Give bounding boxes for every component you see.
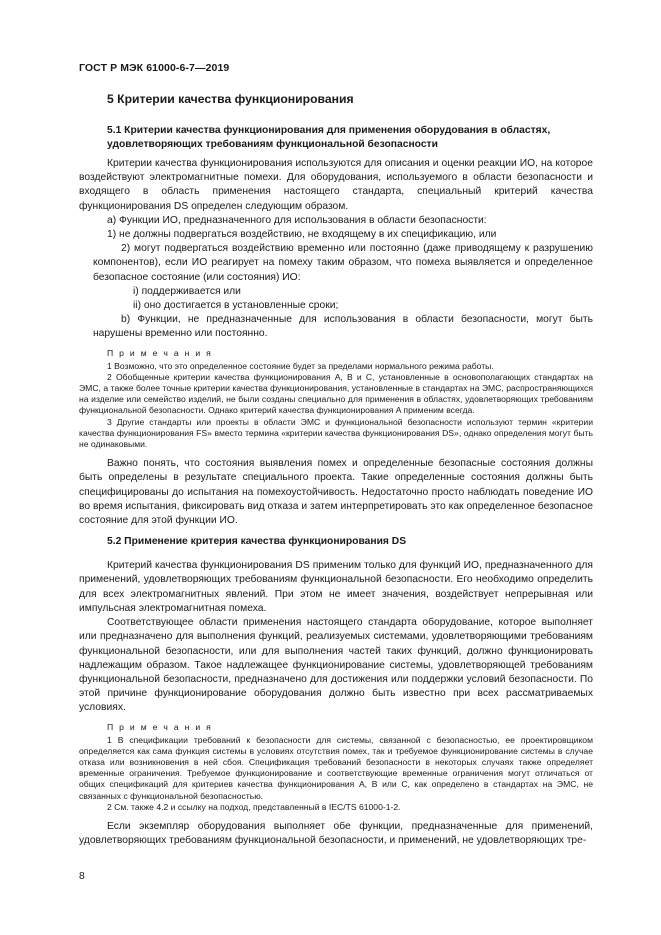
section-5-1-heading-line1: 5.1 Критерии качества функционирования для применения оборудования в областях,: [107, 125, 551, 136]
list-item-a-i: i) поддерживается или: [133, 285, 241, 297]
list-item-a-ii: ii) оно достигается в установленные сроки;: [133, 300, 339, 312]
page-number: 8: [79, 871, 85, 882]
section-5-1-paragraph-1: Критерии качества функционирования используются для описания и оценки реакции ИО, на которое воздействуют электромагнитные помехи. Для оборудования, используемого в области безопасности и входящего в область применения настоящего стандарта, специальный критерий качества функционирования DS определен следующим образом.: [79, 158, 593, 212]
notes-title-5-1: П р и м е ч а н и я: [107, 347, 213, 358]
section-5-2-paragraph-2: Соответствующее области применения настоящего стандарта оборудование, которое выполняет или предназначено для выполнения функций, реализуемых системами, удовлетворяющими требованиям функциональной безопасности, или для выполнения частей таких функций, должно функционировать надлежащим образом. Такое надлежащее функционирование системы, удовлетворяющей требованиям функциональной безопасности, предназначено для достижения или поддержки условий безопасности. По этой причине функционирование оборудования должно быть известно при всех рассматриваемых условиях.: [79, 617, 593, 714]
section-5-1-heading-line2: удовлетворяющих требованиям функциональной безопасности: [107, 139, 438, 150]
section-5-2-paragraph-1: Критерий качества функционирования DS применим только для функций ИО, предназначенного для применений, удовлетворяющих требованиям функциональной безопасности. Его необходимо определить для всех электромагнитных явлений. При этом не имеет значения, воздействует непрерывная или импульсная электромагнитная помеха.: [79, 560, 593, 614]
section-5-1-heading: [107, 124, 593, 152]
section-5-2-paragraph-3: Если экземпляр оборудования выполняет обе функции, предназначенные для применений, удовлетворяющих требованиям функциональной безопасности, и применений, не удовлетворяющих тре-: [79, 820, 593, 847]
page-content: [79, 92, 593, 848]
list-item-b: b) Функции, не предназначенные для использования в области безопасности, могут быть нарушены временно или постоянно.: [93, 314, 593, 340]
list-item-a-1: 1) не должны подвергаться воздействию, не входящему в их спецификацию, или: [107, 229, 497, 241]
list-item-a: a) Функции ИО, предназначенного для использования в области безопасности:: [107, 214, 487, 226]
note-5-2-2: 2 См. также 4.2 и ссылку на подход, представленный в IEC/TS 61000-1-2.: [107, 801, 401, 812]
section-5-heading: 5 Критерии качества функционирования: [107, 92, 354, 106]
notes-title-5-2: П р и м е ч а н и я: [107, 721, 213, 732]
section-5-2-heading: 5.2 Применение критерия качества функционирования DS: [107, 536, 407, 548]
list-item-a-2: 2) могут подвергаться воздействию временно или постоянно (даже приводящему к разрушению компонентов), если ИО реагирует на помеху таким образом, что помеха выявляется и определенное безопасное состояние (или состояния) ИО:: [93, 243, 593, 283]
note-5-2-1: 1 В спецификации требований к безопасности для системы, связанной с безопасностью, ее проектировщиком определяется как сама функция системы в условиях отсутствия помех, так и требуемое функционирование системы в случае отказа или возникновения в ней сбоя. Спецификация требований безопасности в некоторых случаях также определяет временные ограничения. Требуемое функционирование и соответствующие временные ограничения могут отличаться от общих спецификаций для критериев качества функционирования A, B или C, как определено в стандартах на ЭМС, не связанных с функциональной безопасностью.: [79, 734, 593, 801]
running-header: ГОСТ Р МЭК 61000-6-7—2019: [79, 62, 230, 74]
note-5-1-3: 3 Другие стандарты или проекты в области ЭМС и функциональной безопасности используют термин «критерии качества функционирования FS» вместо термина «критерии качества функционирования DS», однако определения могут быть не одинаковыми.: [79, 416, 593, 450]
section-5-1-paragraph-2: Важно понять, что состояния выявления помех и определенные безопасные состояния должны быть определены в результате специального проекта. Такие определенные состояния должны быть специфицированы до испытания на помехоустойчивость. Недостаточно просто наблюдать поведение ИО во время испытания, фиксировать вид отказа и затем интерпретировать это как определенное безопасное состояние для этой функции ИО.: [79, 458, 593, 527]
note-5-1-2: 2 Обобщенные критерии качества функционирования A, B и C, установленные в основополагающих стандартах на ЭМС, а также более точные критерии качества функционирования, установленные в стандартах на ЭМС, распространяющихся на изделие или семейство изделий, не были созданы специально для применения в областях, удовлетворяющих требованиям функциональной безопасности. Однако критерий качества функционирования A применим всегда.: [79, 371, 593, 416]
note-5-1-1: 1 Возможно, что это определенное состояние будет за пределами нормального режима работы.: [107, 360, 494, 371]
